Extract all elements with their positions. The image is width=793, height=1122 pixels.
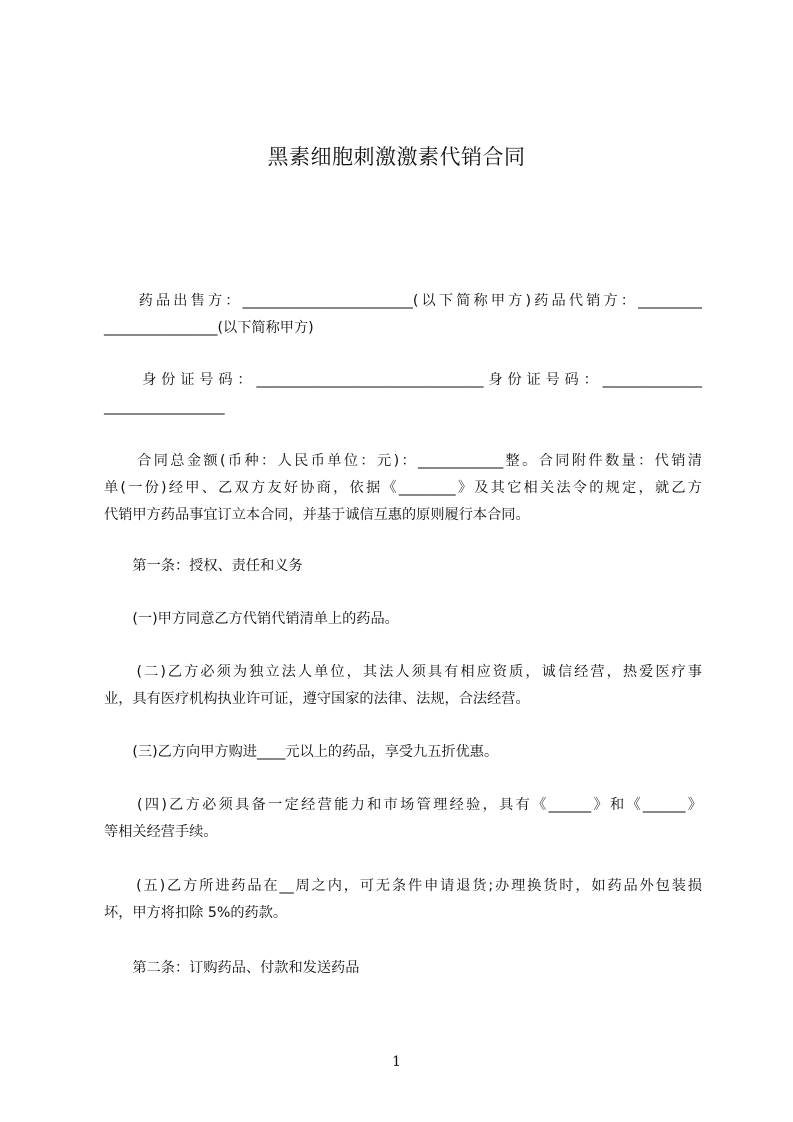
seller-party-paragraph — [104, 288, 702, 342]
clause-four — [104, 792, 702, 846]
article-two-heading — [104, 955, 702, 982]
page-number: 1 — [392, 1054, 401, 1070]
paragraph-line: _________________ — [104, 399, 225, 415]
paragraph-line: ________________(以下简称甲方) — [104, 320, 314, 336]
contract-amount-paragraph — [104, 448, 702, 529]
document-title: 黑素细胞刺激激素代销合同 — [267, 145, 526, 169]
clause-one — [104, 606, 702, 633]
paragraph-line: 合同总金额(币种：人民币单位：元)：____________整。合同附件数量：代销清 — [104, 453, 702, 469]
paragraph-line: 代销甲方药品事宜订立本合同，并基于诚信互惠的原则履行本合同。 — [104, 507, 530, 523]
paragraph-line: (二)乙方必须为独立法人单位，其法人须具有相应资质，诚信经营，热爱医疗事 — [104, 664, 702, 680]
paragraph-line: 等相关经营手续。 — [104, 824, 218, 840]
paragraph-line: (四)乙方必须具备一定经营能力和市场管理经验，具有《______》和《______》 — [104, 797, 702, 813]
paragraph-line: 第一条：授权、责任和义务 — [104, 558, 303, 574]
clause-three — [104, 739, 702, 766]
paragraph-line: 业，具有医疗机构执业许可证，遵守国家的法律、法规，合法经营。 — [104, 691, 530, 707]
article-one-heading — [104, 553, 702, 580]
paragraph-line: (三)乙方向甲方购进____元以上的药品，享受九五折优惠。 — [104, 744, 499, 760]
paragraph-line: 身份证号码：________________________________身份证号码：______________ — [104, 372, 702, 388]
paragraph-line: 第二条：订购药品、付款和发送药品 — [104, 960, 360, 976]
paragraph-line: (一)甲方同意乙方代销代销清单上的药品。 — [104, 611, 399, 627]
clause-five — [104, 873, 702, 927]
paragraph-line: (五)乙方所进药品在__周之内，可无条件申请退货;办理换货时，如药品外包装损 — [104, 878, 702, 894]
paragraph-line: 坏，甲方将扣除 5%的药款。 — [104, 905, 288, 921]
paragraph-line: 药品出售方：________________________(以下简称甲方)药品代销方：_________ — [104, 293, 702, 309]
id-number-paragraph — [104, 367, 702, 421]
clause-two — [104, 659, 702, 713]
paragraph-line: 单(一份)经甲、乙双方友好协商，依据《________》及其它相关法令的规定，就乙方 — [104, 480, 702, 496]
